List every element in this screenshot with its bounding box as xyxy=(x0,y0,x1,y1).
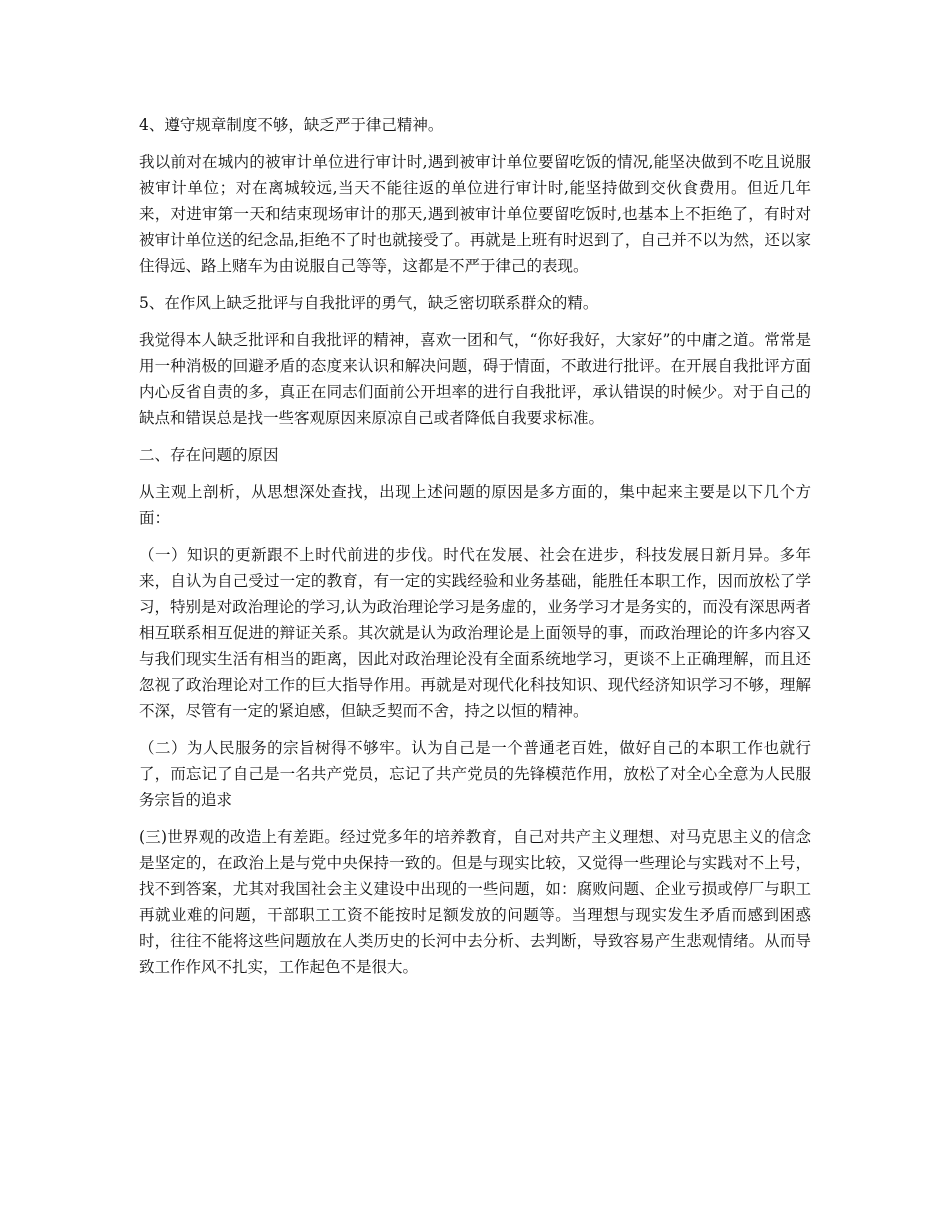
section-heading-rules: 4、遵守规章制度不够，缺乏严于律己精神。 xyxy=(139,116,444,134)
document-page xyxy=(139,112,811,991)
section-heading-causes: 二、存在问题的原因 xyxy=(139,446,279,464)
paragraph-self-criticism: 我觉得本人缺乏批评和自我批评的精神，喜欢一团和气，“你好我好，大家好”的中庸之道。常常是用一种消极的回避矛盾的态度来认识和解决问题，碍于情面，不敢进行批评。在开展自我批评方面内心反省自责的多，真正在同志们面前公开坦率的进行自我批评，承认错误的时候少。对于自己的缺点和错误总是找一些客观原因来原凉自己或者降低自我要求标准。 xyxy=(139,331,811,427)
paragraph-cause-worldview: (三)世界观的改造上有差距。经过党多年的培养教育，自己对共产主义理想、对马克思主义的信念是坚定的，在政治上是与党中央保持一致的。但是与现实比较，又觉得一些理论与实践对不上号，找不到答案，尤其对我国社会主义建设中出现的一些问题，如：腐败问题、企业亏损或停厂与职工再就业难的问题，干部职工工资不能按时足额发放的问题等。当理想与现实发生矛盾而感到困惑时，往往不能将这些问题放在人类历史的长河中去分析、去判断，导致容易产生悲观情绪。从而导致工作作风不扎实，工作起色不是很大。 xyxy=(139,828,811,976)
paragraph-causes-intro: 从主观上剖析，从思想深处查找，出现上述问题的原因是多方面的，集中起来主要是以下几个方面： xyxy=(139,483,811,527)
paragraph-cause-service: （二）为人民服务的宗旨树得不够牢。认为自己是一个普通老百姓，做好自己的本职工作也就行了，而忘记了自己是一名共产党员，忘记了共产党员的先锋模范作用，放松了对全心全意为人民服务宗旨的追求 xyxy=(139,739,811,809)
paragraph-cause-knowledge: （一）知识的更新跟不上时代前进的步伐。时代在发展、社会在进步，科技发展日新月异。多年来，自认为自己受过一定的教育，有一定的实践经验和业务基础，能胜任本职工作，因而放松了学习，特别是对政治理论的学习,认为政治理论学习是务虚的，业务学习才是务实的，而没有深思两者相互联系相互促进的辩证关系。其次就是认为政治理论是上面领导的事，而政治理论的许多内容又与我们现实生活有相当的距离，因此对政治理论没有全面系统地学习，更谈不上正确理解，而且还忽视了政治理论对工作的巨大指导作用。再就是对现代化科技知识、现代经济知识学习不够，理解不深，尽管有一定的紧迫感，但缺乏契而不舍，持之以恒的精神。 xyxy=(139,546,811,720)
section-heading-criticism: 5、在作风上缺乏批评与自我批评的勇气，缺乏密切联系群众的精。 xyxy=(139,294,599,312)
paragraph-audit-meals: 我以前对在城内的被审计单位进行审计时,遇到被审计单位要留吃饭的情况,能坚决做到不吃且说服被审计单位；对在离城较远,当天不能往返的单位进行审计时,能坚持做到交伙食费用。但近几年来，对进审第一天和结束现场审计的那天,遇到被审计单位要留吃饭时,也基本上不拒绝了，有时对被审计单位送的纪念品,拒绝不了时也就接受了。再就是上班有时迟到了，自己并不以为然，还以家住得远、路上赌车为由说服自己等等，这都是不严于律己的表现。 xyxy=(139,153,811,275)
